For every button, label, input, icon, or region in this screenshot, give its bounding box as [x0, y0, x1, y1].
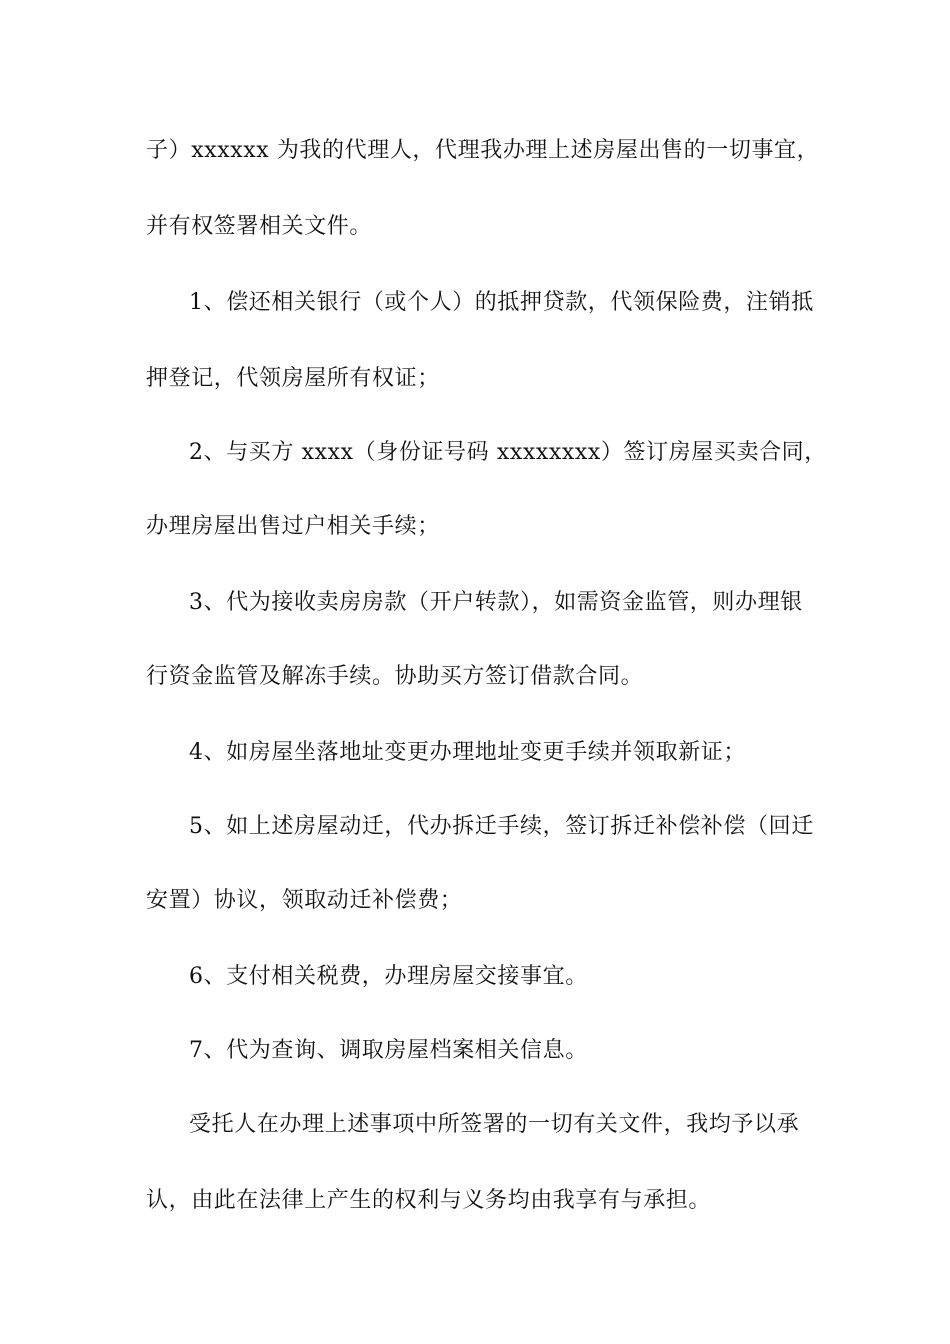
- paragraph-line: 认，由此在法律上产生的权利与义务均由我享有与承担。: [146, 1188, 712, 1213]
- list-item-line: 行资金监管及解冻手续。协助买方签订借款合同。: [146, 664, 644, 689]
- list-item-line: 2、与买方 xxxx（身份证号码 xxxxxxxx）签订房屋买卖合同，: [189, 440, 827, 465]
- paragraph-line: 子）xxxxxx 为我的代理人，代理我办理上述房屋出售的一切事宜，: [146, 138, 820, 163]
- list-item-line: 1、偿还相关银行（或个人）的抵押贷款，代领保险费，注销抵: [189, 290, 814, 315]
- paragraph-line: 受托人在办理上述事项中所签署的一切有关文件，我均予以承: [189, 1112, 800, 1137]
- list-item-line: 4、如房屋坐落地址变更办理地址变更手续并领取新证；: [189, 740, 746, 765]
- list-item-line: 押登记，代领房屋所有权证；: [146, 366, 440, 391]
- list-item-line: 安置）协议，领取动迁补偿费；: [146, 888, 463, 913]
- paragraph-line: 并有权签署相关文件。: [146, 214, 373, 239]
- list-item-line: 7、代为查询、调取房屋档案相关信息。: [189, 1038, 588, 1063]
- list-item-line: 5、如上述房屋动迁，代办拆迁手续，签订拆迁补偿补偿（回迁: [189, 814, 814, 839]
- list-item-line: 3、代为接收卖房房款（开户转款），如需资金监管，则办理银: [189, 590, 803, 615]
- list-item-line: 6、支付相关税费，办理房屋交接事宜。: [189, 964, 588, 989]
- list-item-line: 办理房屋出售过户相关手续；: [146, 514, 440, 539]
